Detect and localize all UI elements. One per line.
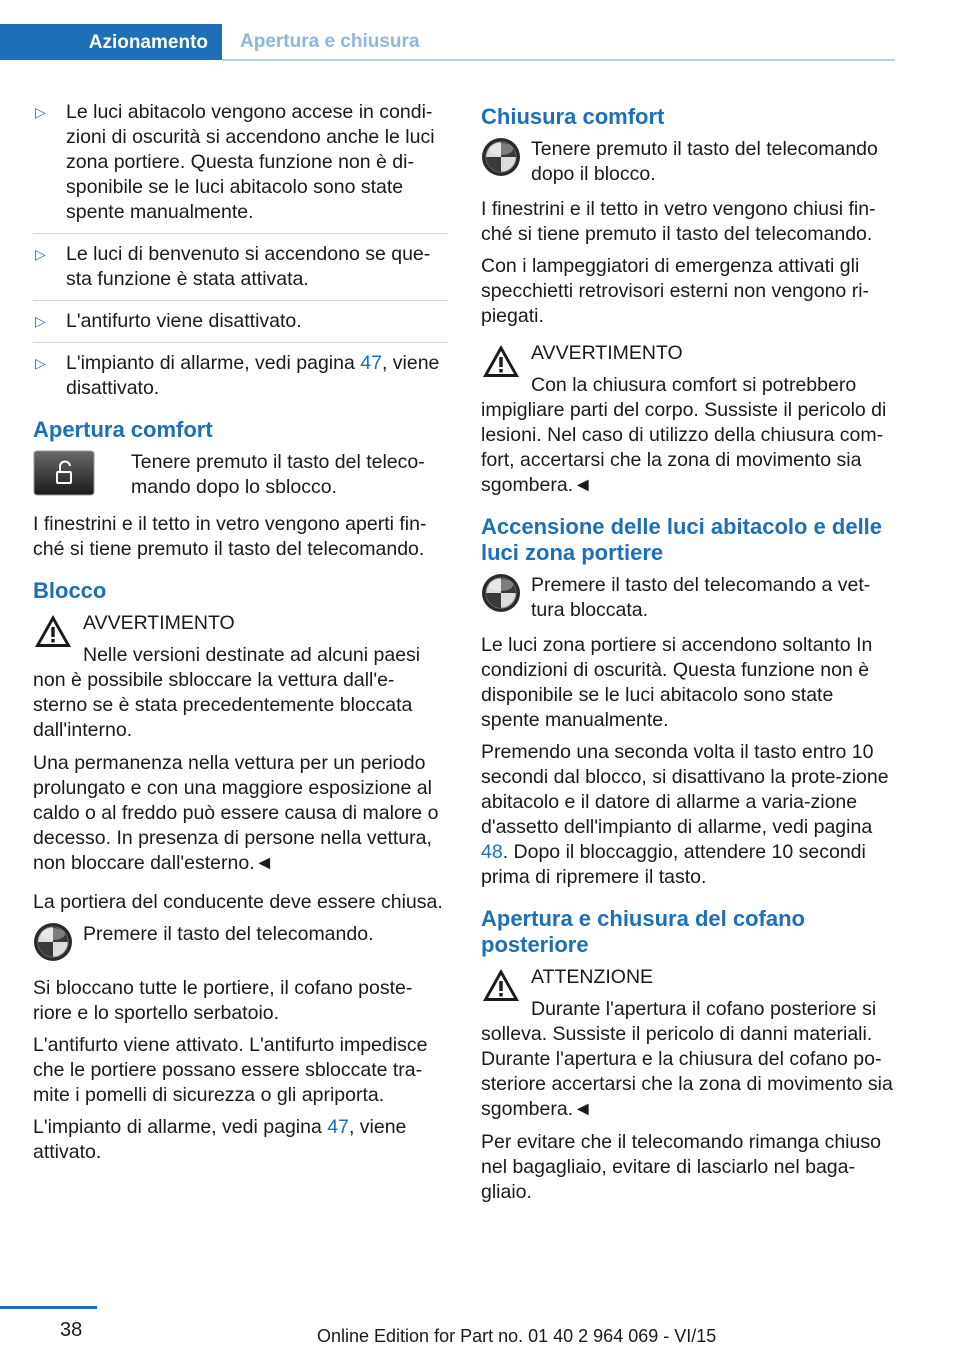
bmw-key-icon (481, 573, 521, 613)
warning-label: AVVERTIMENTO (83, 612, 235, 634)
unlock-instruction: Tenere premuto il tasto del teleco‐mando dopo lo sblocco. (33, 450, 448, 502)
heading-cofano-posteriore: Apertura e chiusura del cofano posteriore (481, 906, 805, 957)
warning-triangle-icon (481, 343, 521, 379)
triangle-bullet-icon: ▷ (35, 355, 46, 371)
warning-triangle-icon (481, 967, 521, 1003)
caution-label: ATTENZIONE (531, 966, 654, 988)
lock-instruction: Premere il tasto del telecomando. (33, 922, 448, 966)
warning-box: AVVERTIMENTO Con la chiusura comfort si potrebbero impigliare parti del corpo. Sussiste il pericolo di lesioni. Nel caso di utilizzo della chiusura com‐fort, accertarsi che la zona di movimento sia sgombera.◄ (481, 341, 896, 498)
section-tab-apertura[interactable]: Apertura e chiusura (240, 31, 420, 52)
section-tab-azionamento[interactable]: Azionamento (0, 24, 222, 60)
list-item: ▷ Le luci abitacolo vengono accese in condi‐zioni di oscurità si accendono anche le luci zona portiere. Questa funzione non è di‐sponibile se le luci abitacolo sono state spente manualmente. (33, 100, 448, 234)
triangle-bullet-icon: ▷ (35, 246, 46, 262)
bmw-key-icon (481, 137, 521, 177)
heading-chiusura-comfort: Chiusura comfort (481, 104, 665, 129)
header-rule (222, 59, 895, 61)
page-header (0, 0, 895, 62)
caution-box: ATTENZIONE Durante l'apertura il cofano posteriore si solleva. Sussiste il pericolo di danni materiali. Durante l'apertura e la chiusura del cofano po‐steriore accertarsi che la zona di movimento sia sgombera.◄ (481, 965, 896, 1122)
list-item: ▷ L'impianto di allarme, vedi pagina 47, viene disattivato. (35, 352, 440, 399)
bmw-key-icon (33, 922, 73, 962)
list-item: ▷ L'antifurto viene disattivato. (33, 309, 448, 343)
page-link-47[interactable]: 47 (360, 352, 382, 374)
right-column: Chiusura comfort Tenere premuto il tasto del telecomando dopo il blocco. I finestrini e il tetto in vetro vengono chiusi fin‐ché si tiene premuto il tasto del telecomando. Con i lampeggiatori di emergenza attivati gli specchietti retrovisori esterni non vengono ri‐piegati. AVVERTIMENTO Con la chiusura comfort si potrebbero impigliare parti del corpo. Sussiste il pericolo di lesioni. Nel caso di utilizzo della chiusura com‐fort, accertarsi che la zona di movimento sia sgombera.◄ Accensione delle luci abitacolo e delle luci zona portiere Premere il tasto del telecomando a vet‐tura bloccata. Le luci zona portiere si accendono soltanto In condizioni di oscurità. Questa funzione non è disponibile se le luci abitacolo sono state spente manualmente. Premendo una seconda volta il tasto entro 10 secondi dal blocco, si disattivano la prote‐zione abitacolo e il datore di allarme a varia‐zione d'assetto dell'impianto di allarme, vedi pagina 48. Dopo il bloccaggio, attendere 10 secondi prima di ripremere il tasto. Apertura e chiusura del cofano posteriore ATTENZIONE Durante l'apertura il cofano posteriore si solleva. Sussiste il pericolo di danni materiali. Durante l'apertura e la chiusura del cofano po‐steriore accertarsi che la zona di movimento sia sgombera.◄ Per evitare che il telecomando rimanga chiuso nel bagagliaio, evitare di lasciarlo nel baga‐gliaio. (481, 100, 896, 1212)
page-footer (0, 1300, 960, 1362)
triangle-bullet-icon: ▷ (35, 313, 46, 329)
bullet-list (33, 100, 448, 401)
list-item: ▷ Le luci di benvenuto si accendono se que‐sta funzione è stata attivata. (33, 242, 448, 301)
unlock-button-icon (33, 450, 95, 496)
heading-blocco: Blocco (33, 578, 107, 603)
page-number: 38 (60, 1319, 83, 1341)
footer-accent-bar (0, 1306, 97, 1309)
heading-apertura-comfort: Apertura comfort (33, 417, 213, 442)
heading-accensione-luci: Accensione delle luci abitacolo e delle luci zona portiere (481, 514, 883, 565)
left-column: ▷ Le luci abitacolo vengono accese in condi‐zioni di oscurità si accendono anche le luci zona portiere. Questa funzione non è di‐sponibile se le luci abitacolo sono state spente manualmente. ▷ Le luci di benvenuto si accendono se que‐sta funzione è stata attivata. ▷ L'antifurto viene disattivato. ▷ L'impianto di allarme, vedi pagina 47, viene disattivato. Apertura comfort Tenere premuto il tasto del teleco‐mando dopo lo sblocco. I finestrini e il tetto in vetro vengono aperti fin‐ché si tiene premuto il tasto del telecomando. Blocco AVVERTIMENTO Nelle versioni destinate ad alcuni paesi non è possibile sbloccare la vettura dall'e‐sterno se è stata precedentemente bloccata dall'interno. Una permanenza nella vettura per un periodo prolungato e con una maggiore esposizione al caldo o al freddo può essere causa di malore o decesso. In presenza di persone nella vettura, non bloccare dall'esterno.◄ La portiera del conducente deve essere chiusa. Premere il tasto del telecomando. Si bloccano tutte le portiere, il cofano poste‐riore e lo sportello serbatoio. L'antifurto viene attivato. L'antifurto impedisce che le portiere possano essere sbloccate tra‐mite i pomelli di sicurezza o gli apriporta. L'impianto di allarme, vedi pagina 47, viene attivato. (33, 100, 448, 1172)
warning-box: AVVERTIMENTO Nelle versioni destinate ad alcuni paesi non è possibile sbloccare la vettura dall'e‐sterno se è stata precedentemente bloccata dall'interno. (33, 611, 448, 743)
comfort-close-instruction: Tenere premuto il tasto del telecomando dopo il blocco. (481, 137, 896, 187)
triangle-bullet-icon: ▷ (35, 104, 46, 120)
warning-label: AVVERTIMENTO (531, 342, 683, 364)
warning-triangle-icon (33, 613, 73, 649)
lights-instruction: Premere il tasto del telecomando a vet‐tura bloccata. (481, 573, 896, 623)
page-link-48[interactable]: 48 (481, 841, 503, 863)
page-link-47[interactable]: 47 (327, 1116, 349, 1138)
edition-note: Online Edition for Part no. 01 40 2 964 069 - VI/15 (317, 1326, 717, 1346)
